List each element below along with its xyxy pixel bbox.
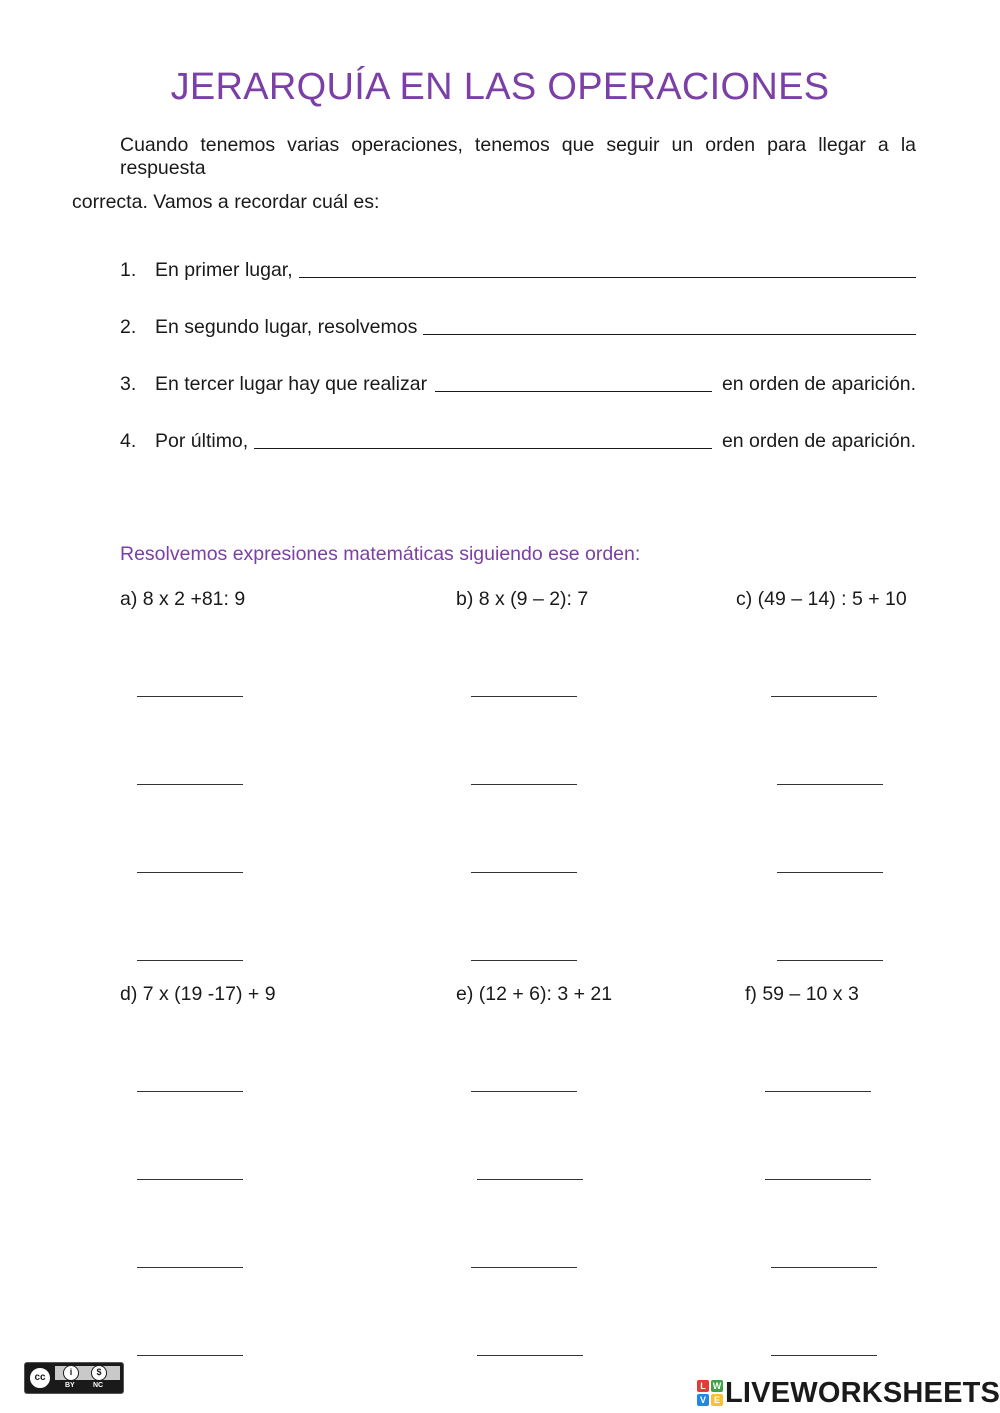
step-number: 1. <box>120 259 137 281</box>
exercise-a-step-4-blank[interactable] <box>137 960 243 961</box>
step-4 <box>120 430 916 453</box>
nc-label: NC <box>93 1382 104 1389</box>
step-text: En tercer lugar hay que realizar <box>155 373 428 395</box>
exercise-b-step-2-blank[interactable] <box>471 784 577 785</box>
exercise-c-step-2-blank[interactable] <box>777 784 883 785</box>
page-title: JERARQUÍA EN LAS OPERACIONES <box>170 66 830 108</box>
exercise-c-step-1-blank[interactable] <box>771 696 877 697</box>
step-text: En primer lugar, <box>155 259 293 281</box>
step-text-suffix: en orden de aparición. <box>721 430 916 452</box>
attribution-icon: i <box>63 1365 79 1381</box>
by-label: BY <box>65 1382 75 1389</box>
step-1 <box>120 259 916 282</box>
step-3-blank[interactable] <box>435 390 712 392</box>
exercise-b-step-3-blank[interactable] <box>471 872 577 873</box>
exercise-e-step-4-blank[interactable] <box>477 1355 583 1356</box>
exercise-f-step-4-blank[interactable] <box>771 1355 877 1356</box>
exercise-d-step-4-blank[interactable] <box>137 1355 243 1356</box>
logo-tile: L <box>697 1380 709 1392</box>
exercise-d-step-3-blank[interactable] <box>137 1267 243 1268</box>
exercise-e-step-1-blank[interactable] <box>471 1091 577 1092</box>
exercise-a-step-1-blank[interactable] <box>137 696 243 697</box>
brand-name: LIVEWORKSHEETS <box>725 1376 1000 1409</box>
logo-tile: V <box>697 1394 709 1406</box>
exercise-e-label: e) (12 + 6): 3 + 21 <box>456 983 613 1005</box>
exercise-b-label: b) 8 x (9 – 2): 7 <box>456 588 589 610</box>
exercise-e-step-3-blank[interactable] <box>471 1267 577 1268</box>
exercise-a-step-2-blank[interactable] <box>137 784 243 785</box>
exercise-e-step-2-blank[interactable] <box>477 1179 583 1180</box>
cc-by-nc-icon <box>24 1362 124 1394</box>
exercise-f-step-2-blank[interactable] <box>765 1179 871 1180</box>
cc-icon: cc <box>28 1366 52 1390</box>
liveworksheets-logo <box>697 1376 1000 1410</box>
exercise-a-step-3-blank[interactable] <box>137 872 243 873</box>
step-text-suffix: en orden de aparición. <box>721 373 916 395</box>
exercise-d-label: d) 7 x (19 -17) + 9 <box>120 983 276 1005</box>
exercise-f-step-1-blank[interactable] <box>765 1091 871 1092</box>
exercises-heading: Resolvemos expresiones matemáticas siguiendo ese orden: <box>120 543 641 565</box>
step-3 <box>120 373 916 396</box>
exercise-c-label: c) (49 – 14) : 5 + 10 <box>736 588 907 610</box>
exercise-f-step-3-blank[interactable] <box>771 1267 877 1268</box>
exercise-d-step-2-blank[interactable] <box>137 1179 243 1180</box>
step-number: 3. <box>120 373 137 395</box>
exercise-b-step-1-blank[interactable] <box>471 696 577 697</box>
exercise-b-step-4-blank[interactable] <box>471 960 577 961</box>
step-2-blank[interactable] <box>423 333 916 335</box>
logo-tile: W <box>712 1381 722 1391</box>
step-4-blank[interactable] <box>254 447 712 449</box>
step-1-blank[interactable] <box>299 276 916 278</box>
step-2 <box>120 316 916 339</box>
noncommercial-icon: $ <box>91 1365 107 1381</box>
intro-text-line2: correcta. Vamos a recordar cuál es: <box>72 191 380 213</box>
intro-text-line1: Cuando tenemos varias operaciones, tenemos que seguir un orden para llegar a la respuesta <box>120 134 916 179</box>
logo-tiles-icon <box>697 1380 723 1406</box>
exercise-f-label: f) 59 – 10 x 3 <box>745 983 859 1005</box>
step-text: En segundo lugar, resolvemos <box>155 316 418 338</box>
exercise-c-step-4-blank[interactable] <box>777 960 883 961</box>
step-text: Por último, <box>155 430 249 452</box>
logo-tile: E <box>711 1394 723 1406</box>
exercise-d-step-1-blank[interactable] <box>137 1091 243 1092</box>
exercise-c-step-3-blank[interactable] <box>777 872 883 873</box>
step-number: 2. <box>120 316 137 338</box>
step-number: 4. <box>120 430 137 452</box>
exercise-a-label: a) 8 x 2 +81: 9 <box>120 588 246 610</box>
